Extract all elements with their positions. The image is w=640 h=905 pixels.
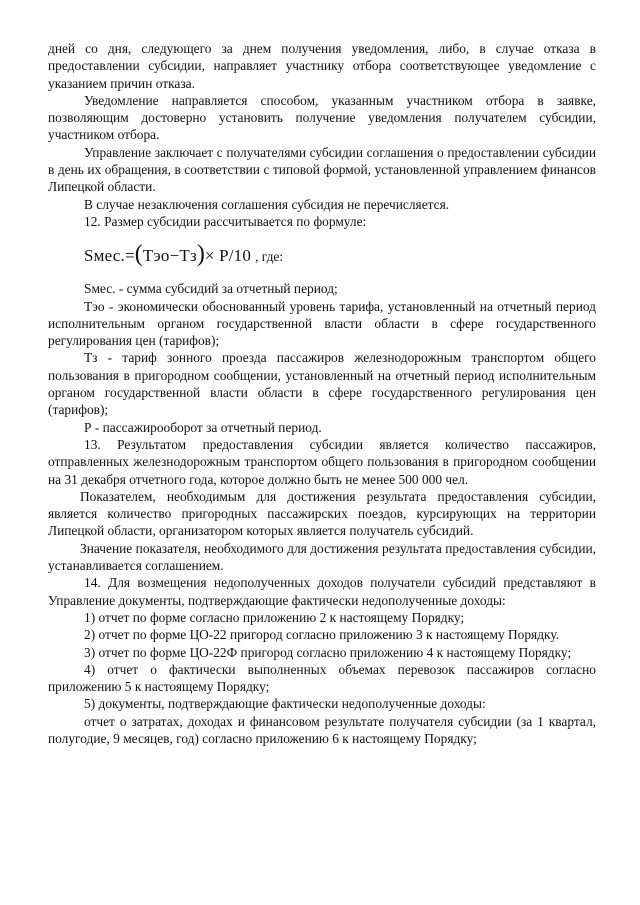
definition-p: Р - пассажирооборот за отчетный период. <box>84 419 322 435</box>
definition-smes: Sмес. - сумма субсидий за отчетный период; <box>84 281 338 297</box>
formula-lhs: Sмес. <box>84 246 125 266</box>
definition-teo: Тэо - экономически обоснованный уровень тарифа, установленный на отчетный период исполнительным органом государственной власти области в сфере государственного регулирования цен (тарифов); <box>48 298 596 349</box>
formula-minus: − <box>169 246 180 266</box>
paragraph-indicator: Показателем, необходимым для достижения результата предоставления субсидии, является количество пригородных пассажирских поездов, курсирующих на территории Липецкой области, организатором которых является получатель субсидий. <box>48 488 596 539</box>
paragraph-notification-method: Уведомление направляется способом, указанным участником отбора в заявке, позволяющим достоверно установить получение уведомления получателем субсидии, участником отбора. <box>48 92 596 143</box>
paragraph-agreement: Управление заключает с получателями субсидии соглашения о предоставлении субсидии в день их обращения, в соответствии с типовой формой, установленной управлением финансов Липецкой области. <box>48 144 596 195</box>
paragraph-no-agreement: В случае незаключения соглашения субсидия не перечисляется. <box>84 196 450 212</box>
subsidy-formula <box>84 242 596 266</box>
paragraph-result: 13. Результатом предоставления субсидии является количество пассажиров, отправленных железнодорожным транспортом общего пользования в пригородном сообщении на 31 декабря отчетного года, которое должно быть не менее 500 000 чел. <box>48 436 596 487</box>
paragraph-cost-report: отчет о затратах, доходах и финансовом результате получателя субсидии (за 1 квартал, полугодие, 9 месяцев, год) согласно приложению 6 к настоящему Порядку; <box>48 713 596 746</box>
paragraph-notification-refusal: дней со дня, следующего за днем получения уведомления, либо, в случае отказа в предоставлении субсидии, направляет участнику отбора соответствующее уведомление с указанием причин отказа. <box>48 41 596 91</box>
document-page <box>48 40 596 747</box>
formula-rest: × P/10 <box>204 246 252 266</box>
formula-tail: , где: <box>255 249 284 265</box>
paragraph-indicator-value: Значение показателя, необходимого для достижения результата предоставления субсидии, устанавливается соглашением. <box>48 540 596 574</box>
paragraph-formula-intro: 12. Размер субсидии рассчитывается по формуле: <box>84 213 367 229</box>
formula-equals: = <box>124 246 135 266</box>
formula-open-paren: ( <box>134 241 143 268</box>
paragraph-documents: 14. Для возмещения недополученных доходов получатели субсидий представляют в Управление документы, подтверждающие фактически недополученные доходы: <box>48 575 596 608</box>
definition-tz: Тз - тариф зонного проезда пассажиров железнодорожным транспортом общего пользования в пригородном сообщении, установленный на отчетный период исполнительным органом государственной власти области в сфере государственного регулирования цен (тарифов); <box>48 350 596 418</box>
list-item-5: 5) документы, подтверждающие фактически недополученные доходы: <box>84 696 486 712</box>
list-item-3: 3) отчет по форме ЦО-22Ф пригород согласно приложению 4 к настоящему Порядку; <box>84 644 572 660</box>
list-item-1: 1) отчет по форме согласно приложению 2 к настоящему Порядку; <box>84 609 465 625</box>
list-item-4: 4) отчет о фактически выполненных объемах перевозок пассажиров согласно приложению 5 к настоящему Порядку; <box>48 661 596 695</box>
formula-close-paren: ) <box>196 241 205 268</box>
list-item-2: 2) отчет по форме ЦО-22 пригород согласно приложению 3 к настоящему Порядку. <box>84 627 560 643</box>
formula-term-teo: Тэо <box>142 246 170 266</box>
formula-term-tz: Тз <box>179 246 197 266</box>
